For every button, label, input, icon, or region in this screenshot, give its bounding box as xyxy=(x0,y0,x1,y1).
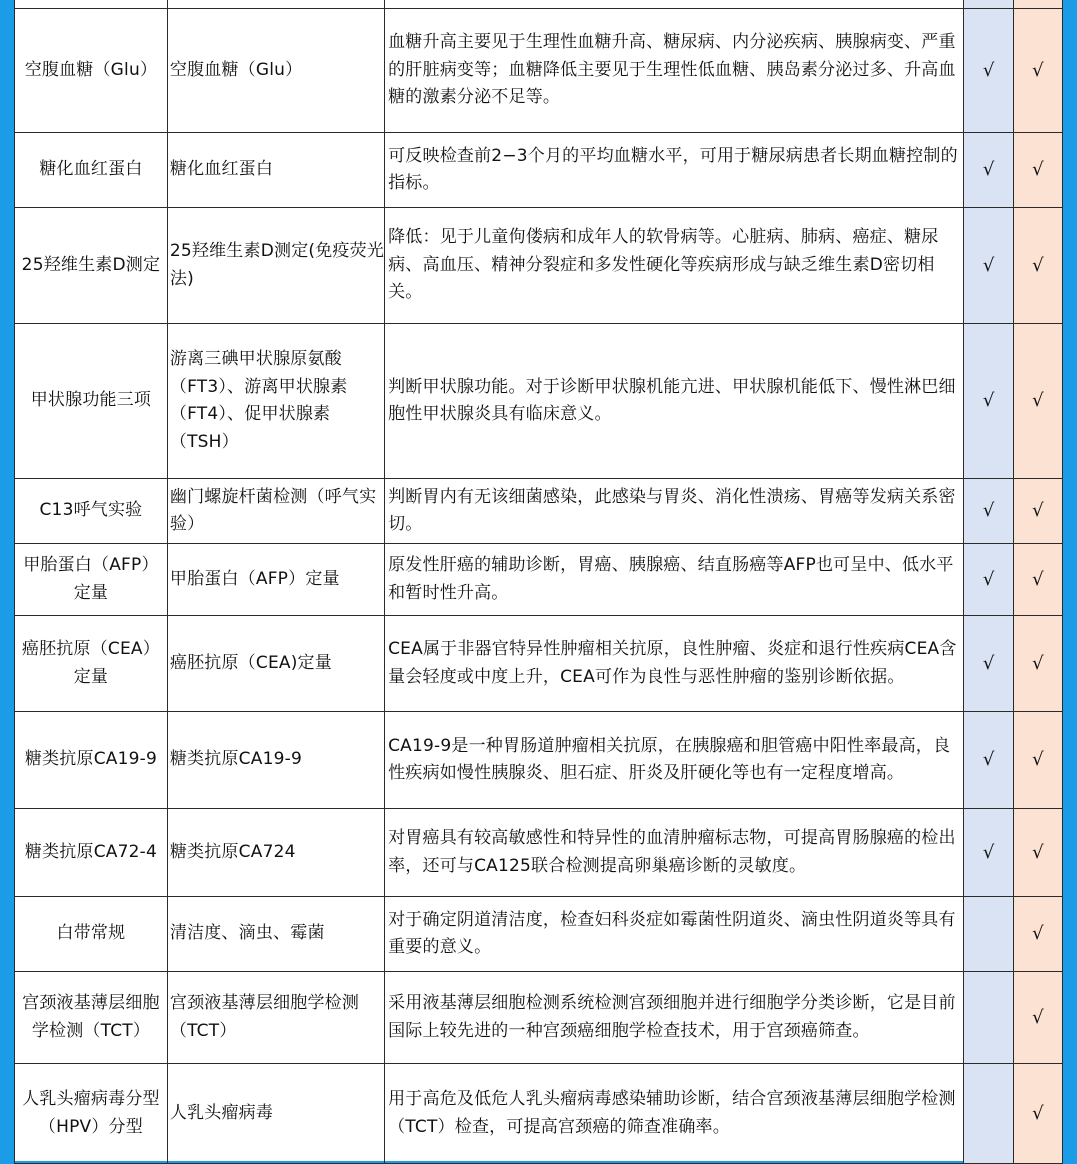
female-check: √ xyxy=(1013,544,1062,616)
male-check: √ xyxy=(964,479,1013,544)
item-content: 清洁度、滴虫、霉菌 xyxy=(167,897,384,972)
item-content: 癌胚抗原（CEA)定量 xyxy=(167,616,384,712)
item-name: 甲状腺功能三项 xyxy=(15,324,168,479)
table-row xyxy=(15,809,1063,897)
male-check: √ xyxy=(964,133,1013,208)
item-content: 糖化血红蛋白 xyxy=(167,133,384,208)
female-check: √ xyxy=(1013,9,1062,133)
female-check: √ xyxy=(1013,479,1062,544)
item-content: 糖类抗原CA724 xyxy=(167,809,384,897)
item-description: 可反映检查前2−3个月的平均血糖水平，可用于糖尿病患者长期血糖控制的指标。 xyxy=(385,133,964,208)
item-name: 甲胎蛋白（AFP）定量 xyxy=(15,544,168,616)
table-row xyxy=(15,712,1063,809)
male-check: √ xyxy=(964,712,1013,809)
female-check xyxy=(1013,0,1062,9)
female-check: √ xyxy=(1013,616,1062,712)
table-row xyxy=(15,1064,1063,1164)
female-check: √ xyxy=(1013,972,1062,1064)
item-content: 糖类抗原CA19-9 xyxy=(167,712,384,809)
male-check xyxy=(964,1064,1013,1164)
item-description: 降低：见于儿童佝偻病和成年人的软骨病等。心脏病、肺病、癌症、糖尿病、高血压、精神分裂症和多发性硬化等疾病形成与缺乏维生素D密切相关。 xyxy=(385,208,964,324)
female-check: √ xyxy=(1013,133,1062,208)
table-row xyxy=(15,616,1063,712)
table-row xyxy=(15,0,1063,9)
male-check: √ xyxy=(964,809,1013,897)
item-content: 幽门螺旋杆菌检测（呼气实验） xyxy=(167,479,384,544)
table-row xyxy=(15,972,1063,1064)
table-row xyxy=(15,208,1063,324)
male-check: √ xyxy=(964,208,1013,324)
item-name: 25羟维生素D测定 xyxy=(15,208,168,324)
female-check: √ xyxy=(1013,712,1062,809)
item-content: 空腹血糖（Glu） xyxy=(167,9,384,133)
item-description: 血糖升高主要见于生理性血糖升高、糖尿病、内分泌疾病、胰腺病变、严重的肝脏病变等；血糖降低主要见于生理性低血糖、胰岛素分泌过多、升高血糖的激素分泌不足等。 xyxy=(385,9,964,133)
item-description: 对胃癌具有较高敏感性和特异性的血清肿瘤标志物，可提高胃肠腺癌的检出率，还可与CA125联合检测提高卵巢癌诊断的灵敏度。 xyxy=(385,809,964,897)
item-description: 原发性肝癌的辅助诊断，胃癌、胰腺癌、结直肠癌等AFP也可呈中、低水平和暂时性升高。 xyxy=(385,544,964,616)
item-name: 癌胚抗原（CEA）定量 xyxy=(15,616,168,712)
female-check: √ xyxy=(1013,324,1062,479)
male-check: √ xyxy=(964,544,1013,616)
male-check: √ xyxy=(964,324,1013,479)
table-row xyxy=(15,897,1063,972)
item-content: 25羟维生素D测定(免疫荧光法) xyxy=(167,208,384,324)
table-row xyxy=(15,133,1063,208)
item-description: 采用液基薄层细胞检测系统检测宫颈细胞并进行细胞学分类诊断，它是目前国际上较先进的一种宫颈癌细胞学检查技术，用于宫颈癌筛查。 xyxy=(385,972,964,1064)
table-row xyxy=(15,544,1063,616)
exam-items-table xyxy=(14,0,1063,1164)
item-content: 宫颈液基薄层细胞学检测（TCT） xyxy=(167,972,384,1064)
item-description: CA19-9是一种胃肠道肿瘤相关抗原，在胰腺癌和胆管癌中阳性率最高，良性疾病如慢性胰腺炎、胆石症、肝炎及肝硬化等也有一定程度增高。 xyxy=(385,712,964,809)
item-name: C13呼气实验 xyxy=(15,479,168,544)
item-name: 糖类抗原CA19-9 xyxy=(15,712,168,809)
male-check: √ xyxy=(964,616,1013,712)
item-description: 判断胃内有无该细菌感染，此感染与胃炎、消化性溃疡、胃癌等发病关系密切。 xyxy=(385,479,964,544)
item-name: 人乳头瘤病毒分型（HPV）分型 xyxy=(15,1064,168,1164)
male-check xyxy=(964,972,1013,1064)
table-row xyxy=(15,9,1063,133)
table-row xyxy=(15,479,1063,544)
item-description xyxy=(385,0,964,9)
item-name xyxy=(15,0,168,9)
table-row xyxy=(15,324,1063,479)
item-description: CEA属于非器官特异性肿瘤相关抗原，良性肿瘤、炎症和退行性疾病CEA含量会轻度或中度上升，CEA可作为良性与恶性肿瘤的鉴别诊断依据。 xyxy=(385,616,964,712)
item-name: 糖类抗原CA72-4 xyxy=(15,809,168,897)
item-description: 判断甲状腺功能。对于诊断甲状腺机能亢进、甲状腺机能低下、慢性淋巴细胞性甲状腺炎具有临床意义。 xyxy=(385,324,964,479)
male-check: √ xyxy=(964,9,1013,133)
female-check: √ xyxy=(1013,897,1062,972)
item-description: 用于高危及低危人乳头瘤病毒感染辅助诊断，结合宫颈液基薄层细胞学检测（TCT）检查，可提高宫颈癌的筛查准确率。 xyxy=(385,1064,964,1164)
male-check xyxy=(964,897,1013,972)
item-name: 宫颈液基薄层细胞学检测（TCT） xyxy=(15,972,168,1064)
female-check: √ xyxy=(1013,809,1062,897)
item-content: 游离三碘甲状腺原氨酸（FT3）、游离甲状腺素（FT4）、促甲状腺素（TSH） xyxy=(167,324,384,479)
item-content: 人乳头瘤病毒 xyxy=(167,1064,384,1164)
female-check: √ xyxy=(1013,208,1062,324)
female-check: √ xyxy=(1013,1064,1062,1164)
item-name: 空腹血糖（Glu） xyxy=(15,9,168,133)
item-description: 对于确定阴道清洁度，检查妇科炎症如霉菌性阴道炎、滴虫性阴道炎等具有重要的意义。 xyxy=(385,897,964,972)
male-check xyxy=(964,0,1013,9)
item-content xyxy=(167,0,384,9)
item-name: 糖化血红蛋白 xyxy=(15,133,168,208)
item-content: 甲胎蛋白（AFP）定量 xyxy=(167,544,384,616)
item-name: 白带常规 xyxy=(15,897,168,972)
